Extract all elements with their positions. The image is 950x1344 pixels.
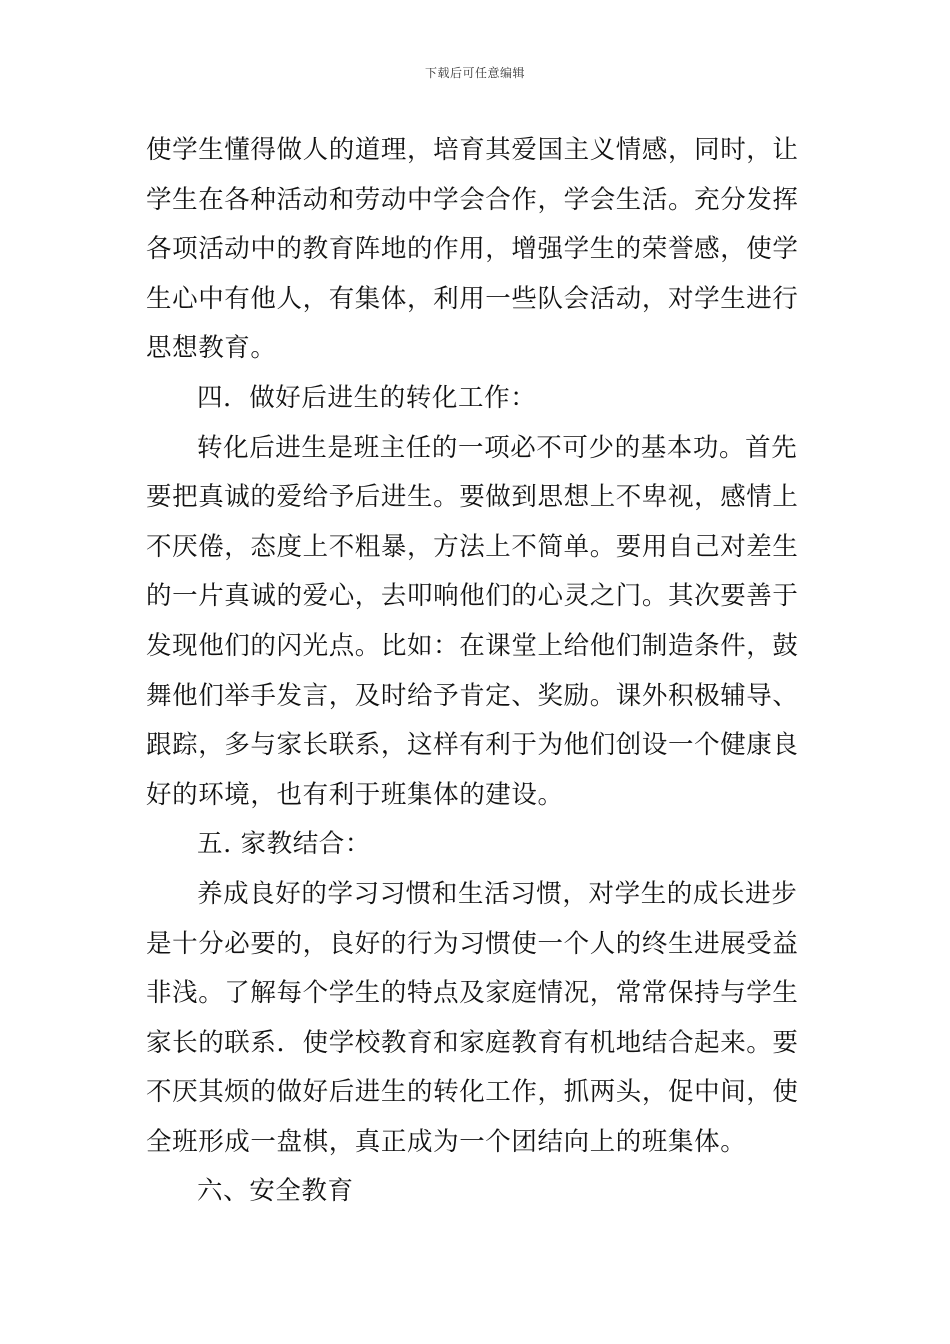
page-header: 下载后可任意编辑 <box>424 66 525 80</box>
section-heading-4: 四．做好后进生的转化工作： <box>197 382 537 413</box>
paragraph-underachiever-work: 转化后进生是班主任的一项必不可少的基本功。首先要把真诚的爱给予后进生。要做到思想上不卑视，感情上不厌倦，态度上不粗暴，方法上不简单。要用自己对差生的一片真诚的爱心，去叩响他们的心灵之门。其次要善于发现他们的闪光点。比如：在课堂上给他们制造条件，鼓舞他们举手发言，及时给予肯定、奖励。课外积极辅导、跟踪，多与家长联系，这样有利于为他们创设一个健康良好的环境，也有利于班集体的建设。 <box>146 432 799 810</box>
section-heading-6: 六、安全教育 <box>197 1176 354 1207</box>
paragraph-home-school: 养成良好的学习习惯和生活习惯，对学生的成长进步是十分必要的，良好的行为习惯使一个人的终生进展受益非浅。了解每个学生的特点及家庭情况，常常保持与学生家长的联系．使学校教育和家庭教育有机地结合起来。要不厌其烦的做好后进生的转化工作，抓两头，促中间，使全班形成一盘棋，真正成为一个团结向上的班集体。 <box>146 878 799 1157</box>
paragraph-continuation: 使学生懂得做人的道理，培育其爱国主义情感，同时，让学生在各种活动和劳动中学会合作，学会生活。充分发挥各项活动中的教育阵地的作用，增强学生的荣誉感，使学生心中有他人，有集体，利用一些队会活动，对学生进行思想教育。 <box>146 135 799 364</box>
document-body <box>146 126 806 1217</box>
section-heading-5: 五. 家教结合： <box>197 829 372 860</box>
